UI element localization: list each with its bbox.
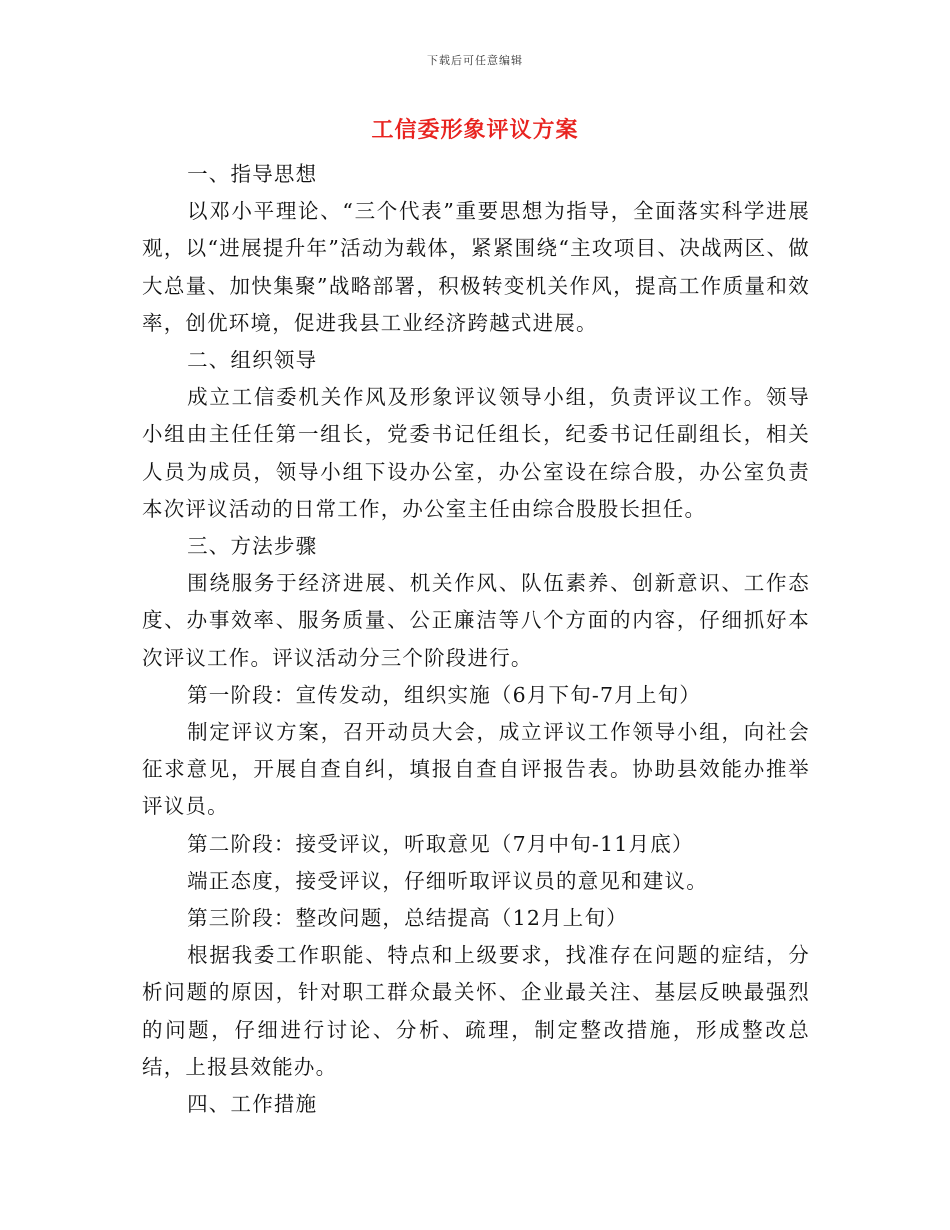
document-body	[142, 156, 810, 1123]
paragraph-guiding-ideology: 以邓小平理论、“三个代表”重要思想为指导，全面落实科学进展观，以“进展提升年”活动为载体，紧紧围绕“主攻项目、决战两区、做大总量、加快集聚”战略部署，积极转变机关作风，提高工作质量和效率，创优环境，促进我县工业经济跨越式进展。	[142, 199, 810, 335]
stage-two-heading: 第二阶段：接受评议，听取意见（7月中旬-11月底）	[187, 831, 694, 856]
stage-two-paragraph: 端正态度，接受评议，仔细听取评议员的意见和建议。	[187, 868, 708, 893]
section-heading-guiding-ideology: 一、指导思想	[187, 162, 318, 186]
stage-one-paragraph: 制定评议方案，召开动员大会，成立评议工作领导小组，向社会征求意见，开展自查自纠，填报自查自评报告表。协助县效能办推举评议员。	[142, 720, 810, 819]
stage-three-paragraph: 根据我委工作职能、特点和上级要求，找准存在问题的症结，分析问题的原因，针对职工群众最关怀、企业最关注、基层反映最强烈的问题，仔细进行讨论、分析、疏理，制定整改措施，形成整改总结，上报县效能办。	[142, 943, 810, 1079]
section-heading-organization: 二、组织领导	[187, 348, 318, 373]
section-heading-methods: 三、方法步骤	[187, 534, 318, 559]
page-header-note: 下载后可任意编辑	[427, 54, 523, 67]
stage-one-heading: 第一阶段：宣传发动，组织实施（6月下旬-7月上旬）	[187, 682, 702, 707]
paragraph-methods: 围绕服务于经济进展、机关作风、队伍素养、创新意识、工作态度、办事效率、服务质量、公正廉洁等八个方面的内容，仔细抓好本次评议工作。评议活动分三个阶段进行。	[142, 571, 810, 670]
stage-three-heading: 第三阶段：整改问题，总结提高（12月上旬）	[187, 906, 628, 931]
document-title: 工信委形象评议方案	[371, 117, 579, 143]
paragraph-organization: 成立工信委机关作风及形象评议领导小组，负责评议工作。领导小组由主任任第一组长，党委书记任组长，纪委书记任副组长，相关人员为成员，领导小组下设办公室，办公室设在综合股，办公室负责本次评议活动的日常工作，办公室主任由综合股股长担任。	[142, 385, 810, 521]
section-heading-measures: 四、工作措施	[187, 1092, 318, 1117]
